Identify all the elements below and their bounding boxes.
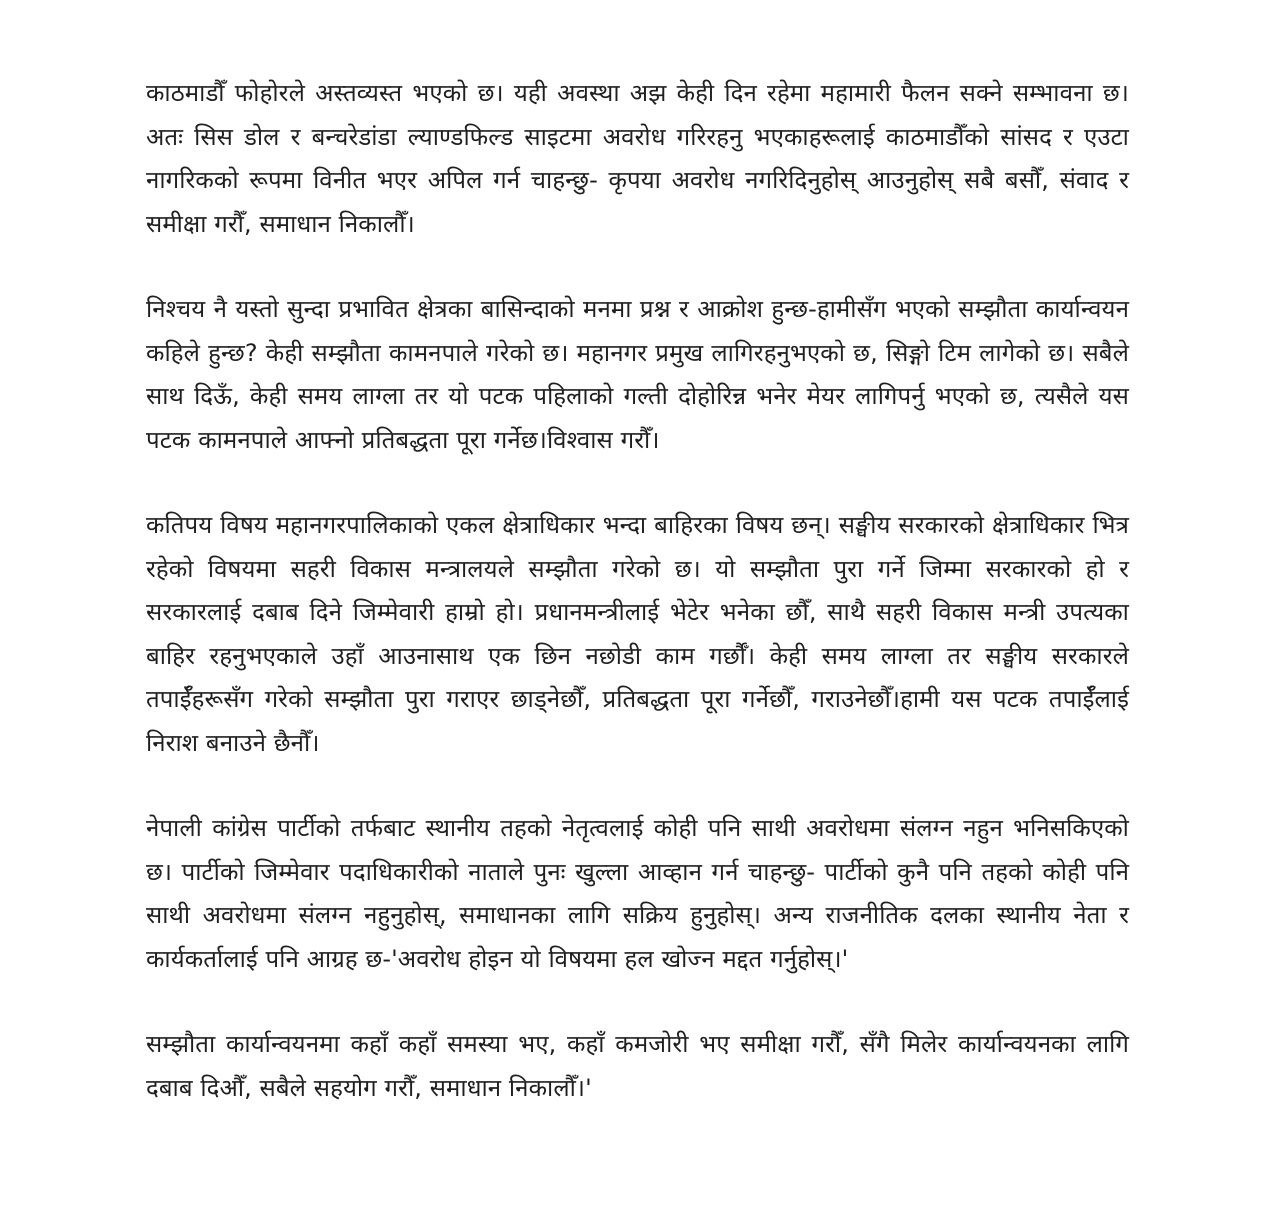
paragraph-4: नेपाली कांग्रेस पार्टीको तर्फबाट स्थानीय तहको नेतृत्वलाई कोही पनि साथी अवरोधमा संलग्न नहुन भनिसकिएको छ। पार्टीको जिम्मेवार पदाधिकारीको नाताले पुनः खुल्ला आव्हान गर्न चाहन्छु- पार्टीको कुनै पनि तहको कोही पनि साथी अवरोधमा संलग्न नहुनुहोस्, समाधानका लागि सक्रिय हुनुहोस्। अन्य राजनीतिक दलका स्थानीय नेता र कार्यकर्तालाई पनि आग्रह छ-'अवरोध होइन यो विषयमा हल खोज्न मद्दत गर्नुहोस्।' bbox=[146, 814, 1129, 973]
paragraph-2: निश्चय नै यस्तो सुन्दा प्रभावित क्षेत्रका बासिन्दाको मनमा प्रश्न र आक्रोश हुन्छ-हामीसँग भएको सम्झौता कार्यान्वयन कहिले हुन्छ? केही सम्झौता कामनपाले गरेको छ। महानगर प्रमुख लागिरहनुभएको छ, सिङ्गो टिम लागेको छ। सबैले साथ दिऊँ, केही समय लाग्ला तर यो पटक पहिलाको गल्ती दोहोरिन्न भनेर मेयर लागिपर्नु भएको छ, त्यसैले यस पटक कामनपाले आफ्नो प्रतिबद्धता पूरा गर्नेछ।विश्वास गरौँ। bbox=[146, 295, 1129, 454]
paragraph-5: सम्झौता कार्यान्वयनमा कहाँ कहाँ समस्या भए, कहाँ कमजोरी भए समीक्षा गरौँ, सँगै मिलेर कार्यान्वयनका लागि दबाब दिऔँ, सबैले सहयोग गरौँ, समाधान निकालौँ।' bbox=[146, 1030, 1129, 1102]
paragraph-1: काठमाडौँ फोहोरले अस्तव्यस्त भएको छ। यही अवस्था अझ केही दिन रहेमा महामारी फैलन सक्ने सम्भावना छ। अतः सिस डोल र बन्चरेडांडा ल्याण्डफिल्ड साइटमा अवरोध गरिरहनु भएकाहरूलाई काठमाडौँको सांसद र एउटा नागरिकको रूपमा विनीत भएर अपिल गर्न चाहन्छु- कृपया अवरोध नगरिदिनुहोस् आउनुहोस् सबै बसौँ, संवाद र समीक्षा गरौँ, समाधान निकालौँ। bbox=[146, 79, 1129, 238]
document-body bbox=[146, 72, 1129, 1152]
paragraph-3: कतिपय विषय महानगरपालिकाको एकल क्षेत्राधिकार भन्दा बाहिरका विषय छन्। सङ्घीय सरकारको क्षेत्राधिकार भित्र रहेको विषयमा सहरी विकास मन्त्रालयले सम्झौता गरेको छ। यो सम्झौता पुरा गर्ने जिम्मा सरकारको हो र सरकारलाई दबाब दिने जिम्मेवारी हाम्रो हो। प्रधानमन्त्रीलाई भेटेर भनेका छौँ, साथै सहरी विकास मन्त्री उपत्यका बाहिर रहनुभएकाले उहाँ आउनासाथ एक छिन नछोडी काम गर्छौँ। केही समय लाग्ला तर सङ्घीय सरकारले तपाईँहरूसँग गरेको सम्झौता पुरा गराएर छाड्नेछौँ, प्रतिबद्धता पूरा गर्नेछौँ, गराउनेछौँ।हामी यस पटक तपाईँलाई निराश बनाउने छैनौँ। bbox=[146, 511, 1129, 757]
